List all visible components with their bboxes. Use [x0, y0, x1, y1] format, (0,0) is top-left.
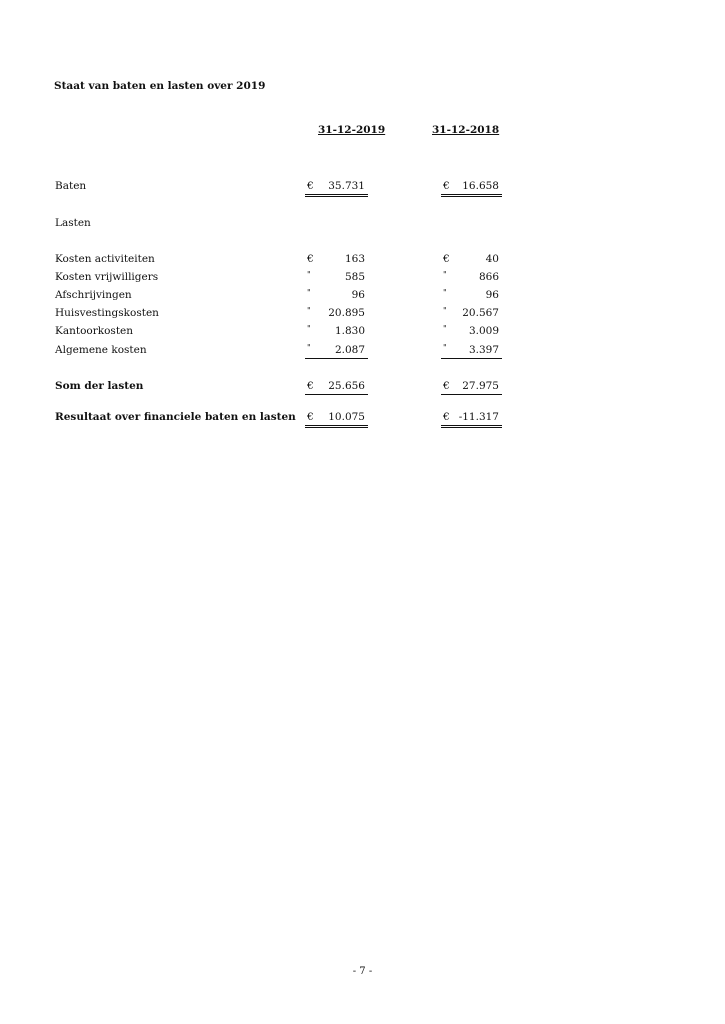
amount: 16.658	[462, 180, 499, 192]
ditto-mark: "	[307, 270, 311, 279]
amount: 3.009	[468, 325, 499, 337]
ditto-mark: "	[443, 324, 447, 333]
amount: -11.317	[458, 411, 499, 423]
amount: 866	[478, 271, 499, 283]
row-kosten-activiteiten	[0, 251, 725, 267]
row-kosten-vrijwilligers	[0, 269, 725, 285]
euro-sign: €	[443, 411, 450, 423]
value-2019	[305, 342, 368, 359]
euro-sign: €	[307, 380, 314, 392]
value-2019	[305, 269, 368, 285]
ditto-mark: "	[443, 270, 447, 279]
ditto-mark: "	[307, 288, 311, 297]
value-2018	[441, 378, 502, 395]
row-resultaat	[0, 409, 725, 425]
amount: 3.397	[468, 344, 499, 356]
value-2019	[305, 287, 368, 303]
row-som-der-lasten	[0, 378, 725, 394]
amount: 585	[344, 271, 365, 283]
amount: 40	[485, 253, 499, 265]
column-header-2019: 31-12-2019	[318, 124, 386, 136]
value-2018	[441, 305, 502, 321]
euro-sign: €	[443, 180, 450, 192]
ditto-mark: "	[307, 306, 311, 315]
row-label: Som der lasten	[55, 380, 144, 392]
value-2019	[305, 178, 368, 197]
row-label: Afschrijvingen	[55, 289, 132, 301]
ditto-mark: "	[307, 324, 311, 333]
value-2018	[441, 269, 502, 285]
amount: 35.731	[328, 180, 365, 192]
column-header-2018: 31-12-2018	[432, 124, 500, 136]
amount: 2.087	[334, 344, 365, 356]
amount: 27.975	[462, 380, 499, 392]
value-2018	[441, 323, 502, 339]
euro-sign: €	[443, 253, 450, 265]
value-2018	[441, 178, 502, 197]
page-number: - 7 -	[352, 966, 373, 977]
ditto-mark: "	[443, 306, 447, 315]
row-label: Algemene kosten	[55, 344, 147, 356]
amount: 163	[344, 253, 365, 265]
row-lasten-header	[0, 215, 725, 231]
value-2019	[305, 323, 368, 339]
row-label: Resultaat over financiele baten en lasten	[55, 411, 296, 423]
ditto-mark: "	[443, 288, 447, 297]
amount: 96	[485, 289, 499, 301]
row-label: Kantoorkosten	[55, 325, 134, 337]
section-label: Lasten	[55, 217, 91, 229]
value-2018	[441, 287, 502, 303]
value-2018	[441, 342, 502, 359]
euro-sign: €	[307, 411, 314, 423]
euro-sign: €	[443, 380, 450, 392]
row-afschrijvingen	[0, 287, 725, 303]
page-title: Staat van baten en lasten over 2019	[54, 80, 266, 92]
value-2019	[305, 409, 368, 428]
amount: 10.075	[328, 411, 365, 423]
amount: 20.895	[328, 307, 365, 319]
value-2019	[305, 378, 368, 395]
amount: 1.830	[334, 325, 365, 337]
row-baten	[0, 178, 725, 194]
amount: 25.656	[328, 380, 365, 392]
value-2019	[305, 305, 368, 321]
row-algemene-kosten	[0, 342, 725, 358]
row-label: Kosten vrijwilligers	[55, 271, 159, 283]
row-label: Baten	[55, 180, 87, 192]
euro-sign: €	[307, 253, 314, 265]
row-huisvestingskosten	[0, 305, 725, 321]
row-kantoorkosten	[0, 323, 725, 339]
value-2019	[305, 251, 368, 267]
row-label: Huisvestingskosten	[55, 307, 159, 319]
row-label: Kosten activiteiten	[55, 253, 155, 265]
euro-sign: €	[307, 180, 314, 192]
value-2018	[441, 409, 502, 428]
amount: 20.567	[462, 307, 499, 319]
amount: 96	[351, 289, 365, 301]
ditto-mark: "	[443, 343, 447, 352]
value-2018	[441, 251, 502, 267]
ditto-mark: "	[307, 343, 311, 352]
